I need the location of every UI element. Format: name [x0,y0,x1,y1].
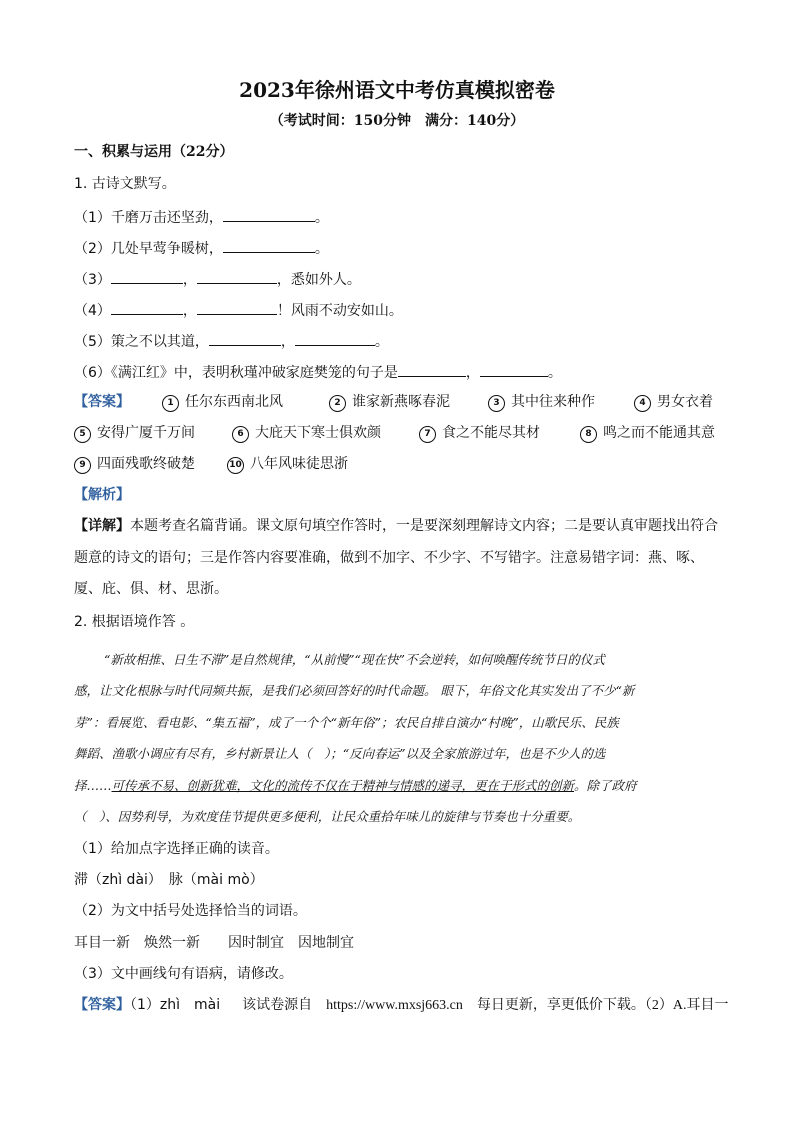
answer-blank[interactable] [223,238,315,253]
sub-question-1: （1）给加点字选择正确的读音。 [74,841,279,857]
answer-item-10: 10 八年风味徒思浙 [227,455,348,474]
sub-question-2-options: 耳目一新 焕然一新 因时制宜 因地制宜 [74,935,354,951]
q1-item-5: （5）策之不以其道， ， 。 [74,331,389,351]
passage-line: 芽”：看展览、看电影、“集五福”，成了一个个“新年俗”；农民自排自演办“村晚”，山歌民乐、民族 [74,715,619,730]
answer-blank[interactable] [480,362,548,377]
circled-number-icon: 9 [74,457,91,474]
passage-line: “新故相推、日生不滞”是自然规律，“从前慢”“现在快”不会逆转，如何唤醒传统节日的仪式 [104,652,605,667]
q1-item-2: （2）几处早莺争暖树， 。 [74,238,329,258]
answer-blank[interactable] [111,300,183,315]
answer-blank[interactable] [111,269,183,284]
analysis-tag: 【解析】 [74,487,130,503]
answer-blank[interactable] [295,331,375,346]
section-heading: 一、积累与运用（22分） [74,144,234,160]
circled-number-icon: 1 [162,395,179,412]
q2-answer-line: 【答案】（1）zhì mài 该试卷源自 https://www.mxsj663.cn 每日更新，享更低价下载。（2）A.耳目一 [74,997,729,1013]
answer-item-1: 1 任尔东西南北风 [162,393,283,412]
q1-item-6: （6）《满江红》中，表明秋瑾冲破家庭樊笼的句子是 ， 。 [74,362,562,382]
answer-item-5: 5 安得广厦千万间 [74,424,195,443]
answer-tag: 【答案】 [74,394,130,410]
passage-line: 感，让文化根脉与时代同频共振，是我们必须回答好的时代命题。 眼下，年俗文化其实发出了不少“新 [74,683,635,698]
underlined-sentence: 可传承不易、创新犹难，文化的流传不仅在于精神与情感的递寻，更在于形式的创新 [111,778,575,793]
circled-number-icon: 6 [232,426,249,443]
circled-number-icon: 7 [419,426,436,443]
page-title: 2023年徐州语文中考仿真模拟密卷 [239,78,555,102]
q1-item-4: （4） ， ！风雨不动安如山。 [74,300,403,320]
passage-line: 舞蹈、渔歌小调应有尽有，乡村新景让人（ ）；“反向春运”以及全家旅游过年，也是不少人的选 [74,746,606,761]
circled-number-icon: 5 [74,426,91,443]
q1-item-1: （1）千磨万击还坚劲， 。 [74,207,329,227]
exam-info: （考试时间：150分钟 满分：140分） [269,113,525,129]
answer-item-7: 7 食之不能尽其材 [419,424,540,443]
circled-number-icon: 3 [488,395,505,412]
sub-question-3: （3）文中画线句有语病，请修改。 [74,966,293,982]
answer-item-9: 9 四面残歌终破楚 [74,455,195,474]
answer-item-4: 4 男女衣着 [634,393,713,412]
answer-item-8: 8 鸣之而不能通其意 [580,424,715,443]
detail-line-2: 题意的诗文的语句；三是作答内容要准确，做到不加字、不少字、不写错字。注意易错字词：燕、啄、 [74,550,704,566]
circled-number-icon: 4 [634,395,651,412]
q1-item-3: （3） ， ，悉如外人。 [74,269,361,289]
sub-question-1-options: 滞（zhì dài） 脉（mài mò） [74,872,264,888]
circled-number-icon: 10 [227,457,244,474]
answer-blank[interactable] [197,300,277,315]
question-1-stem: 1. 古诗文默写。 [74,176,176,192]
answer-blank[interactable] [209,331,281,346]
answer-blank[interactable] [398,362,466,377]
answer-blank[interactable] [223,207,315,222]
answer-item-6: 6 大庇天下寒士俱欢颜 [232,424,381,443]
answer-item-2: 2 谁家新燕啄春泥 [329,393,450,412]
passage-line: 择……可传承不易、创新犹难，文化的流传不仅在于精神与情感的递寻，更在于形式的创新。除了政府 [74,778,637,793]
circled-number-icon: 8 [580,426,597,443]
answer-item-3: 3 其中往来种作 [488,393,595,412]
answer-blank[interactable] [197,269,277,284]
question-2-stem: 2. 根据语境作答 。 [74,614,195,630]
detail-line-1: 【详解】本题考查名篇背诵。课文原句填空作答时，一是要深刻理解诗文内容；二是要认真审题找出符合 [74,518,718,534]
detail-line-3: 厦、庇、俱、材、思浙。 [74,581,228,597]
sub-question-2: （2）为文中括号处选择恰当的词语。 [74,903,307,919]
passage-line: （ ）、因势利导，为欢度佳节提供更多便利，让民众重拾年味儿的旋律与节奏也十分重要。 [74,809,581,824]
circled-number-icon: 2 [329,395,346,412]
